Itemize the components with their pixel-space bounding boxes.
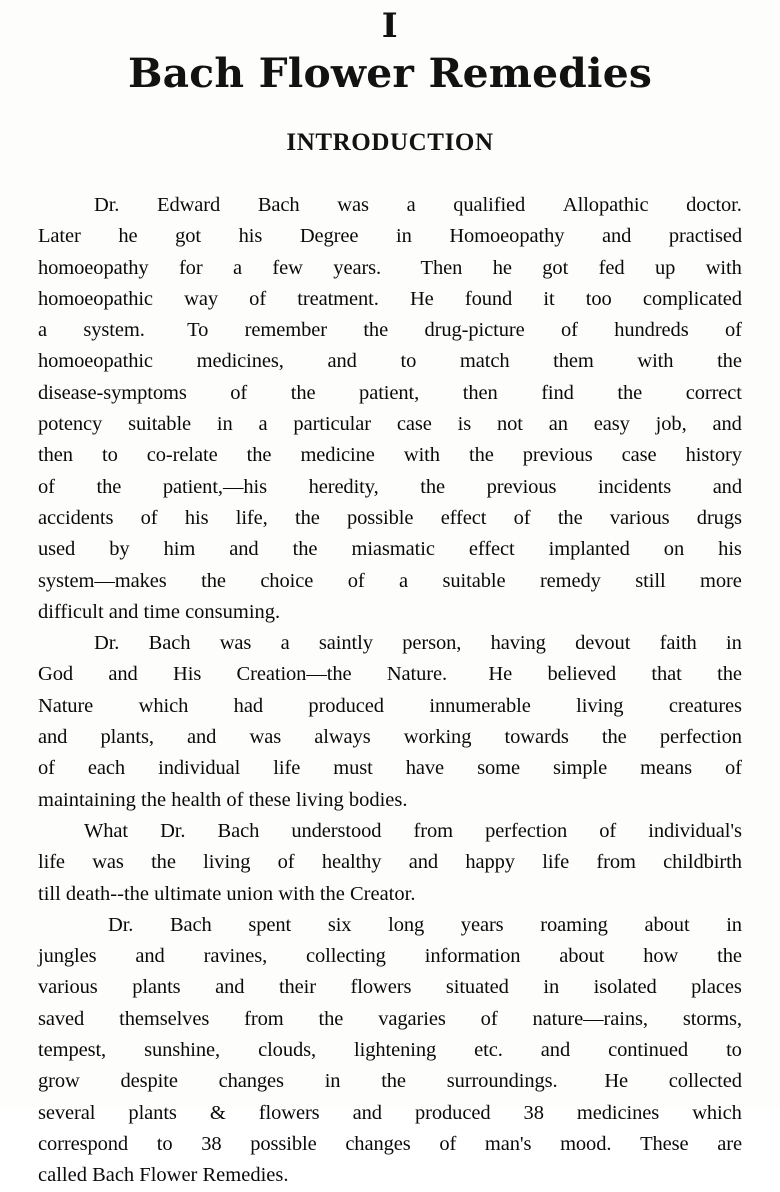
text-line: used by him and the miasmatic effect implanted on his <box>38 538 742 561</box>
paragraph-para-4 <box>38 910 742 1192</box>
chapter-number: I <box>381 6 399 46</box>
text-line: disease-symptoms of the patient, then find the correct <box>38 381 742 404</box>
text-line: correspond to 38 possible changes of man's mood. These are <box>38 1132 742 1155</box>
section-heading-introduction: INTRODUCTION <box>286 129 494 156</box>
paragraph-para-2 <box>38 628 742 816</box>
text-line: grow despite changes in the surroundings. He collected <box>38 1070 742 1093</box>
text-line: of the patient,—his heredity, the previous incidents and <box>38 475 742 498</box>
text-line: a system. To remember the drug-picture of hundreds of <box>38 319 742 342</box>
text-line: life was the living of healthy and happy life from childbirth <box>38 851 742 874</box>
paragraph-para-3 <box>38 816 742 910</box>
body-text-column <box>38 190 742 1192</box>
text-line: then to co-relate the medicine with the previous case history <box>38 444 742 467</box>
text-line: till death--the ultimate union with the Creator. <box>38 882 416 905</box>
text-line: What Dr. Bach understood from perfection of individual's <box>84 819 742 842</box>
text-line: homoeopathy for a few years. Then he got fed up with <box>38 256 742 279</box>
text-line: Later he got his Degree in Homoeopathy and practised <box>38 225 742 248</box>
text-line: difficult and time consuming. <box>38 600 281 623</box>
text-line: saved themselves from the vagaries of nature—rains, storms, <box>38 1007 742 1030</box>
paragraph-para-1 <box>38 190 742 628</box>
text-line: of each individual life must have some simple means of <box>38 757 742 780</box>
text-line: homoeopathic medicines, and to match them with the <box>38 350 742 373</box>
text-line: several plants & flowers and produced 38 medicines which <box>38 1101 742 1124</box>
text-line: and plants, and was always working towards the perfection <box>38 726 742 749</box>
text-line: system—makes the choice of a suitable remedy still more <box>38 569 742 592</box>
text-line: various plants and their flowers situated in isolated places <box>38 976 742 999</box>
text-line: Dr. Bach was a saintly person, having devout faith in <box>94 632 742 655</box>
text-line: Nature which had produced innumerable living creatures <box>38 694 742 717</box>
text-line: homoeopathic way of treatment. He found it too complicated <box>38 287 742 310</box>
text-line: God and His Creation—the Nature. He believed that the <box>38 663 742 686</box>
page-title: Bach Flower Remedies <box>127 50 653 97</box>
text-line: called Bach Flower Remedies. <box>38 1164 289 1187</box>
text-line: accidents of his life, the possible effect of the various drugs <box>38 506 742 529</box>
text-line: tempest, sunshine, clouds, lightening etc. and continued to <box>38 1039 742 1062</box>
text-line: potency suitable in a particular case is not an easy job, and <box>38 413 742 436</box>
text-line: jungles and ravines, collecting information about how the <box>38 945 742 968</box>
text-line: maintaining the health of these living bodies. <box>38 788 408 811</box>
text-line: Dr. Bach spent six long years roaming about in <box>108 913 742 936</box>
text-line: Dr. Edward Bach was a qualified Allopathic doctor. <box>94 194 742 216</box>
